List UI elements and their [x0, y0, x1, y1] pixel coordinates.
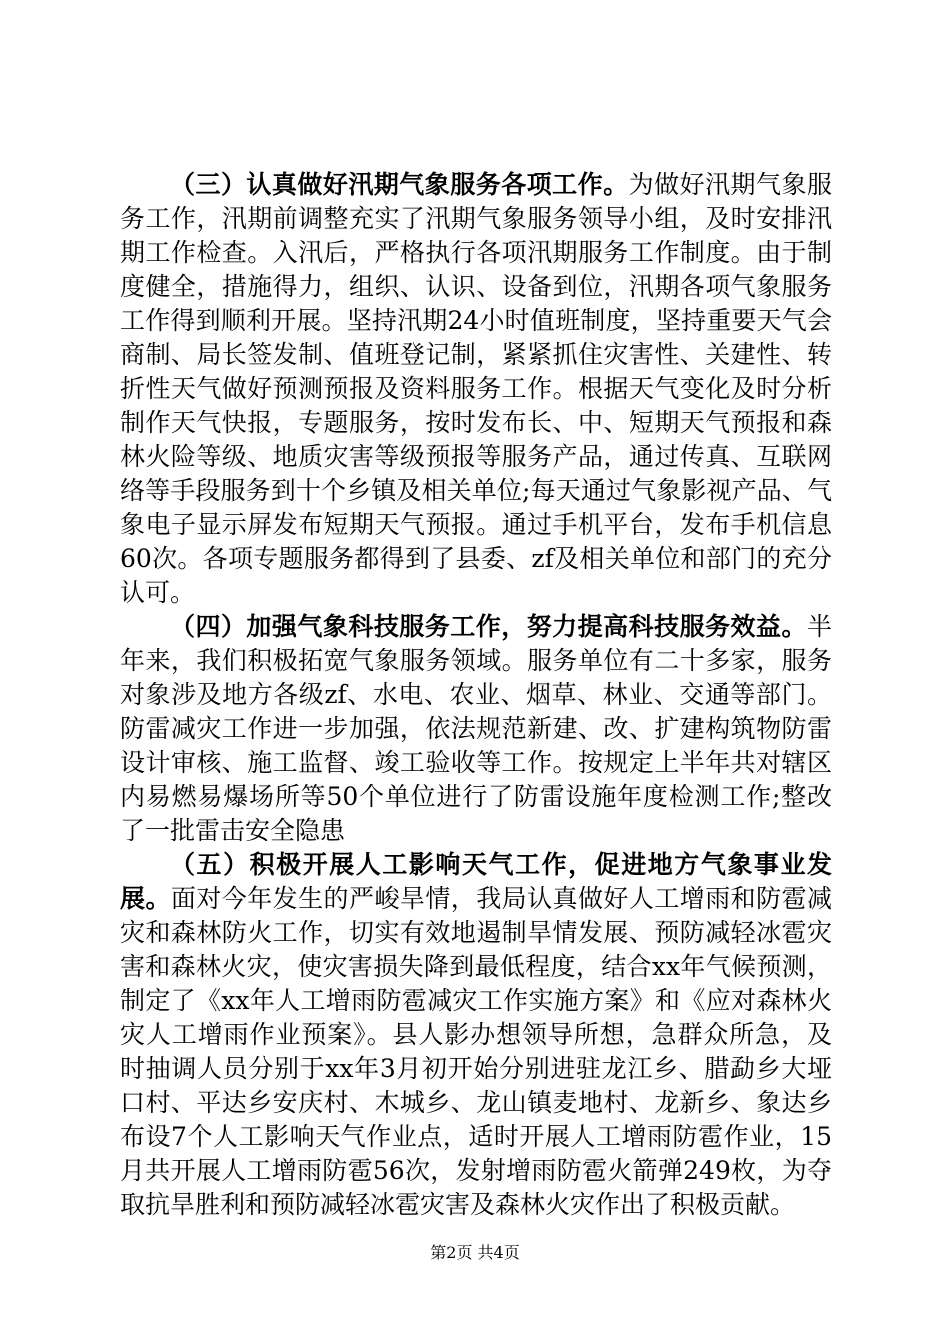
paragraph-heading: （五）积极开展人工影响天气工作，促进地方气象事业发展。: [120, 850, 832, 913]
paragraph-text: 半年来，我们积极拓宽气象服务领域。服务单位有二十多家，服务对象涉及地方各级zf、水电、农业、烟草、林业、交通等部门。防雷减灾工作进一步加强，依法规范新建、改、扩建构筑物防雷设计审核、施工监督、竣工验收等工作。按规定上半年共对辖区内易燃易爆场所等50个单位进行了防雷设施年度检测工作;整改了一批雷击安全隐患: [120, 612, 832, 845]
paragraph-heading: （四）加强气象科技服务工作，努力提高科技服务效益。: [170, 612, 807, 641]
document-body: [120, 168, 832, 1222]
paragraph-tech-service: [120, 610, 832, 848]
paragraph-weather-modification: [120, 848, 832, 1222]
page-number-footer: 第2页 共4页: [430, 1243, 520, 1262]
paragraph-heading: （三）认真做好汛期气象服务各项工作。: [170, 170, 629, 199]
paragraph-flood-season-service: [120, 168, 832, 610]
paragraph-text: 为做好汛期气象服务工作，汛期前调整充实了汛期气象服务领导小组，及时安排汛期工作检查。入汛后，严格执行各项汛期服务工作制度。由于制度健全，措施得力，组织、认识、设备到位，汛期各项气象服务工作得到顺利开展。坚持汛期24小时值班制度，坚持重要天气会商制、局长签发制、值班登记制，紧紧抓住灾害性、关建性、转折性天气做好预测预报及资料服务工作。根据天气变化及时分析制作天气快报，专题服务，按时发布长、中、短期天气预报和森林火险等级、地质灾害等级预报等服务产品，通过传真、互联网络等手段服务到十个乡镇及相关单位;每天通过气象影视产品、气象电子显示屏发布短期天气预报。通过手机平台，发布手机信息60次。各项专题服务都得到了县委、zf及相关单位和部门的充分认可。: [120, 170, 832, 607]
paragraph-text: 面对今年发生的严峻旱情，我局认真做好人工增雨和防雹减灾和森林防火工作，切实有效地遏制旱情发展、预防减轻冰雹灾害和森林火灾，使灾害损失降到最低程度，结合xx年气候预测，制定了《xx年人工增雨防雹减灾工作实施方案》和《应对森林火灾人工增雨作业预案》。县人影办想领导所想，急群众所急，及时抽调人员分别于xx年3月初开始分别进驻龙江乡、腊勐乡大垭口村、平达乡安庆村、木城乡、龙山镇麦地村、龙新乡、象达乡布设7个人工影响天气作业点，适时开展人工增雨防雹作业，15月共开展人工增雨防雹56次，发射增雨防雹火箭弹249枚，为夺取抗旱胜利和预防减轻冰雹灾害及森林火灾作出了积极贡献。: [120, 884, 832, 1219]
